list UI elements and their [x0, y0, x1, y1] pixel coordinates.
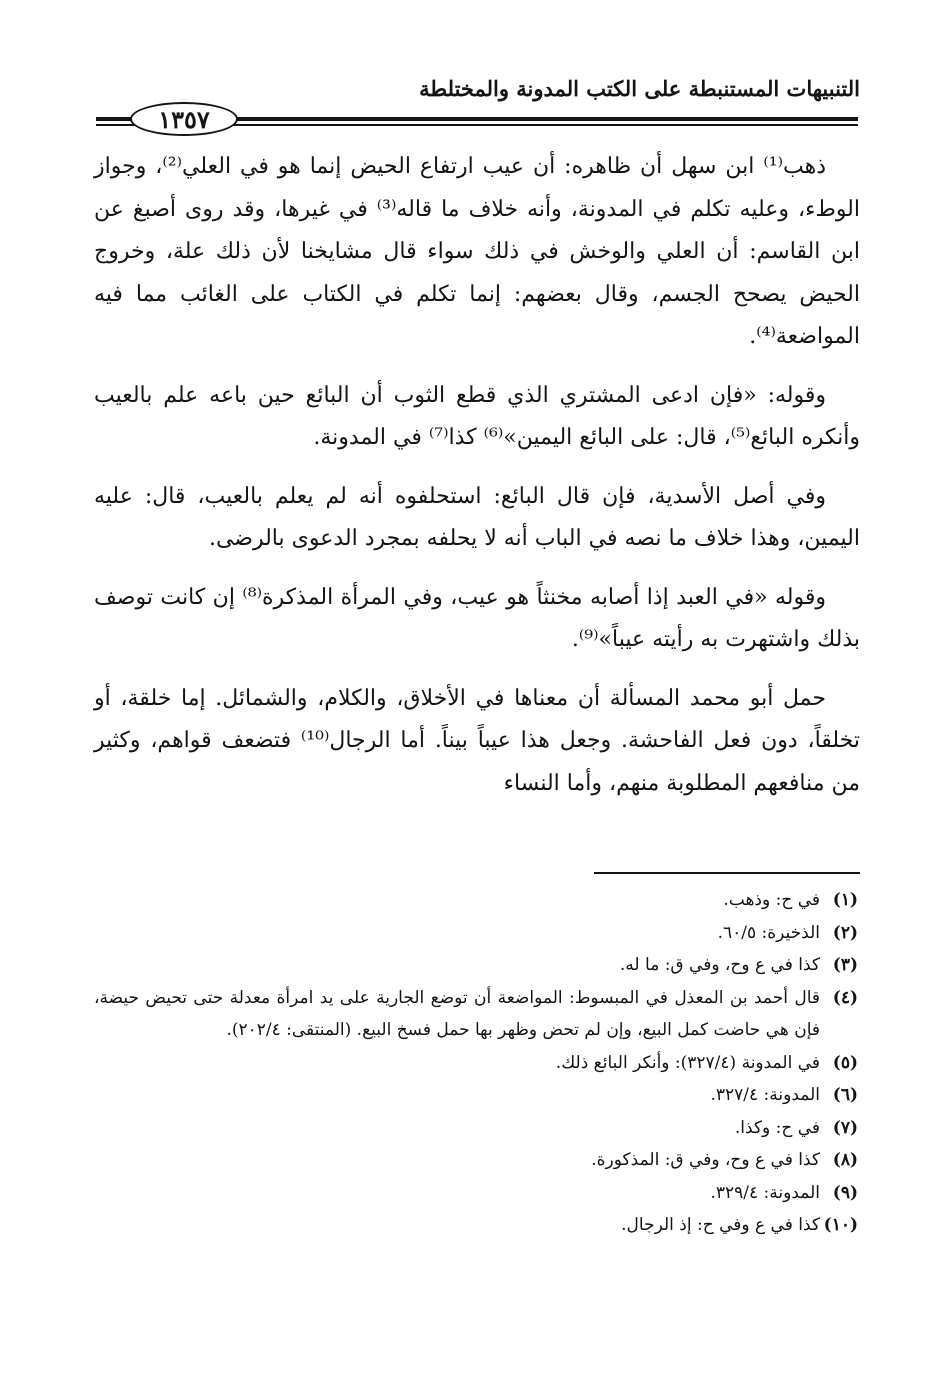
running-header-title: التنبيهات المستنبطة على الكتب المدونة والمختلطة	[419, 76, 860, 101]
footnote-number: (٥)	[832, 1052, 858, 1073]
footnote-text: المدونة: ٣٢٩/٤.	[710, 1182, 820, 1203]
footnote-separator	[594, 872, 860, 874]
footnote-number: (٩)	[832, 1182, 858, 1203]
paragraph: ذهب⁽¹⁾ ابن سهل أن ظاهره: أن عيب ارتفاع الحيض إنما هو في العلي⁽²⁾، وجواز الوطء، وعليه تكلم في المدونة، وأنه خلاف ما قاله⁽³⁾ في غيرها، وقد روى أصبغ عن ابن القاسم: أن العلي والوخش في ذلك سواء قال مشايخنا لأن ذلك علة، وخروج الحيض يصحح الجسم، وقال بعضهم: إنما تكلم في الكتاب على الغائب مما فيه المواضعة⁽⁴⁾.	[94, 154, 860, 349]
footnote-number: (١)	[832, 890, 858, 910]
footnotes	[94, 884, 858, 1242]
page-number-oval	[130, 102, 238, 136]
footnote-number: (٨)	[832, 1150, 858, 1170]
footnote	[94, 1079, 858, 1112]
footnote-number: (٦)	[832, 1085, 858, 1105]
footnote	[94, 1112, 858, 1145]
footnote	[94, 917, 858, 950]
footnote-number: (٤)	[832, 987, 858, 1008]
footnote-text: كذا في ع وح، وفي ق: ما له.	[619, 955, 820, 975]
footnote	[94, 982, 858, 1047]
main-text	[94, 146, 860, 821]
footnote-number: (١٠)	[823, 1215, 858, 1235]
paragraph: وقوله: «فإن ادعى المشتري الذي قطع الثوب أن البائع حين باعه علم بالعيب وأنكره البائع⁽⁵⁾، قال: على البائع اليمين»⁽⁶⁾ كذا⁽⁷⁾ في المدونة.	[94, 382, 860, 450]
footnote-text: كذا في ع وفي ح: إذ الرجال.	[621, 1215, 820, 1235]
paragraph: حمل أبو محمد المسألة أن معناها في الأخلاق، والكلام، والشمائل. إما خلقة، أو تخلقاً، دون فعل الفاحشة. وجعل هذا عيباً بيناً. أما الرجال⁽¹⁰⁾ فتضعف قواهم، وكثير من منافعهم المطلوبة منهم، وأما النساء	[94, 685, 861, 796]
footnote-text: في ح: وكذا.	[734, 1117, 820, 1138]
footnote-text: كذا في ع وح، وفي ق: المذكورة.	[591, 1150, 820, 1170]
footnote	[94, 1177, 858, 1210]
footnote	[94, 1047, 858, 1080]
footnote-text: المدونة: ٣٢٧/٤.	[710, 1085, 820, 1105]
footnote-text: في ح: وذهب.	[723, 890, 820, 910]
footnote	[94, 949, 858, 982]
footnote	[94, 1144, 858, 1177]
footnote-text: الذخيرة: ٦٠/٥.	[717, 922, 820, 943]
paragraph: وفي أصل الأسدية، فإن قال البائع: استحلفوه أنه لم يعلم بالعيب، قال: عليه اليمين، وهذا خلاف ما نصه في الباب أنه لا يحلفه بمجرد الدعوى بالرضى.	[94, 483, 860, 551]
footnote	[94, 884, 858, 917]
footnote-number: (٢)	[832, 922, 858, 943]
footnote-number: (٣)	[832, 955, 858, 975]
footnote-number: (٧)	[832, 1117, 858, 1138]
paragraph: وقوله «في العبد إذا أصابه مخنثاً هو عيب، وفي المرأة المذكرة⁽⁸⁾ إن كانت توصف بذلك واشتهرت به رأيته عيباً»⁽⁹⁾.	[94, 584, 860, 652]
footnote	[94, 1209, 858, 1242]
footnote-text: في المدونة (٣٢٧/٤): وأنكر البائع ذلك.	[555, 1052, 820, 1073]
footnote-text: قال أحمد بن المعذل في المبسوط: المواضعة أن توضع الجارية على يد امرأة معدلة حتى تحيض حيضة، فإن هي حاضت كمل البيع، وإن لم تحض وظهر بها حمل فسخ البيع. (المنتقى: ٢٠٢/٤).	[94, 987, 820, 1040]
page-number: ١٣٥٧	[158, 104, 210, 134]
